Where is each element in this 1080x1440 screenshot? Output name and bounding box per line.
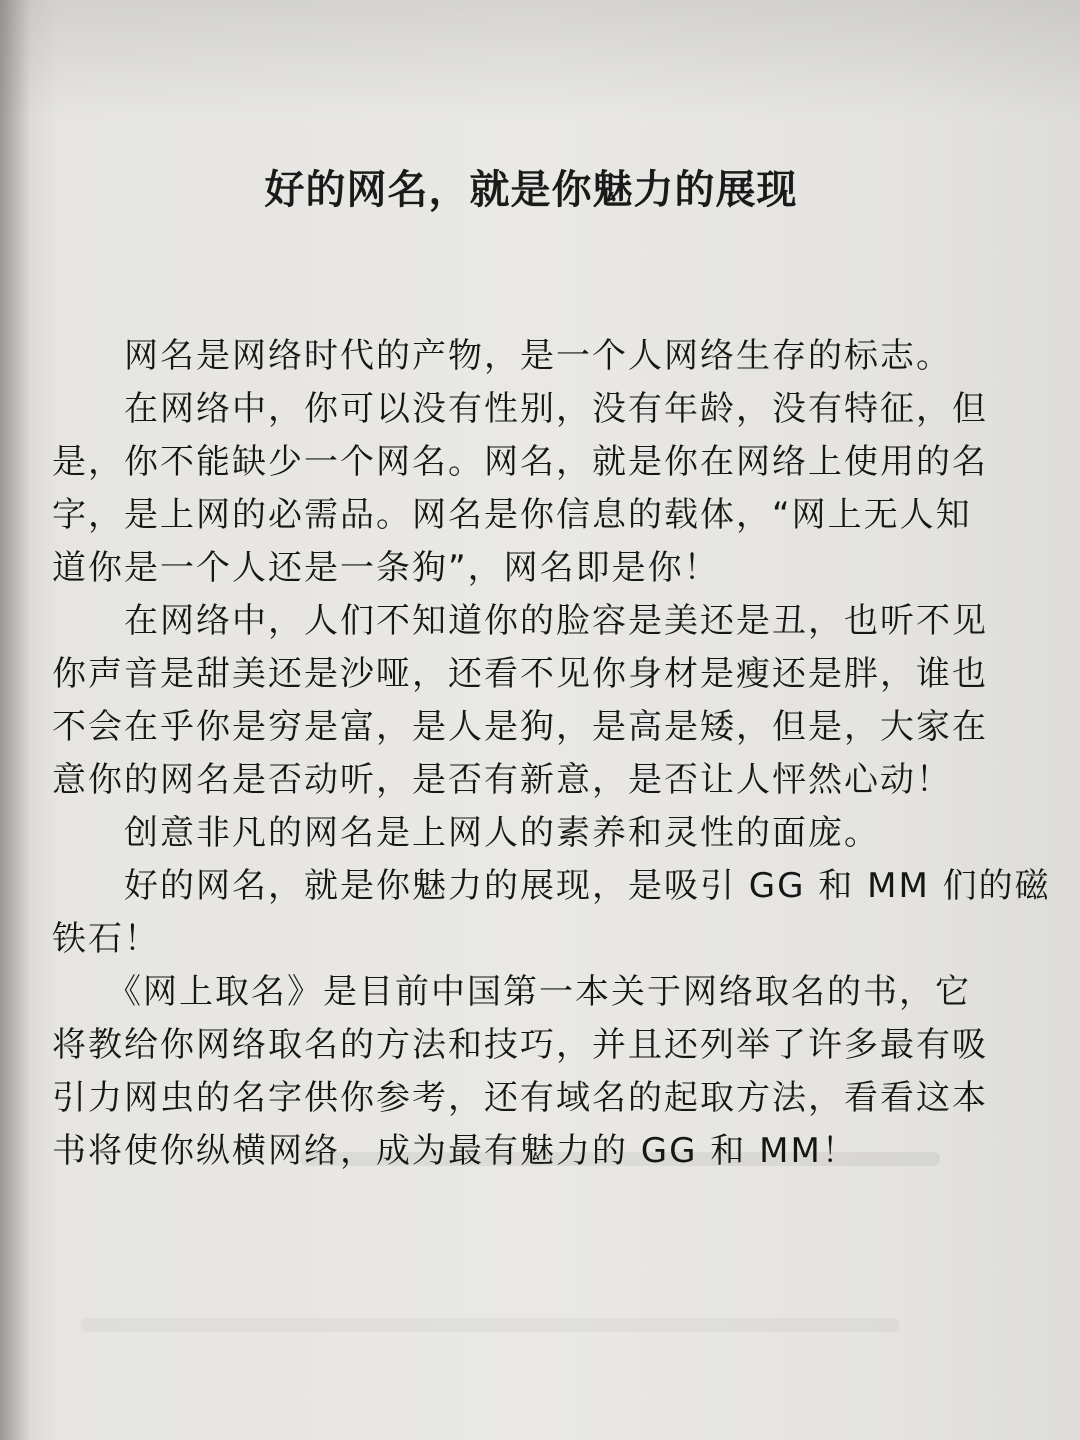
text-line: 铁石！	[52, 919, 160, 959]
text-line: 网名是网络时代的产物，是一个人网络生存的标志。	[52, 336, 952, 376]
text-line: 你声音是甜美还是沙哑，还看不见你身材是瘦还是胖，谁也	[52, 654, 988, 694]
text-line: 书将使你纵横网络，成为最有魅力的 GG 和 MM！	[52, 1131, 858, 1171]
text-line: 引力网虫的名字供你参考，还有域名的起取方法，看看这本	[52, 1078, 988, 1118]
page-title: 好的网名，就是你魅力的展现	[264, 167, 798, 213]
text-line: 《网上取名》是目前中国第一本关于网络取名的书，它	[52, 972, 971, 1012]
text-line: 道你是一个人还是一条狗”，网名即是你！	[52, 548, 720, 588]
text-line: 将教给你网络取名的方法和技巧，并且还列举了许多最有吸	[52, 1025, 988, 1065]
text-line: 意你的网名是否动听，是否有新意，是否让人怦然心动！	[52, 760, 952, 800]
text-line: 不会在乎你是穷是富，是人是狗，是高是矮，但是，大家在	[52, 707, 988, 747]
text-line: 在网络中，你可以没有性别，没有年龄，没有特征，但	[52, 389, 988, 429]
show-through-line	[80, 1318, 900, 1332]
binding-gutter-shadow	[0, 0, 30, 1440]
top-shading	[0, 0, 1080, 120]
body-text	[52, 330, 1051, 1178]
text-line: 在网络中，人们不知道你的脸容是美还是丑，也听不见	[52, 601, 988, 641]
text-line: 字，是上网的必需品。网名是你信息的载体，“网上无人知	[52, 495, 972, 535]
text-line: 好的网名，就是你魅力的展现，是吸引 GG 和 MM 们的磁	[52, 866, 1051, 906]
text-line: 创意非凡的网名是上网人的素养和灵性的面庞。	[52, 813, 880, 853]
text-line: 是，你不能缺少一个网名。网名，就是你在网络上使用的名	[52, 442, 988, 482]
